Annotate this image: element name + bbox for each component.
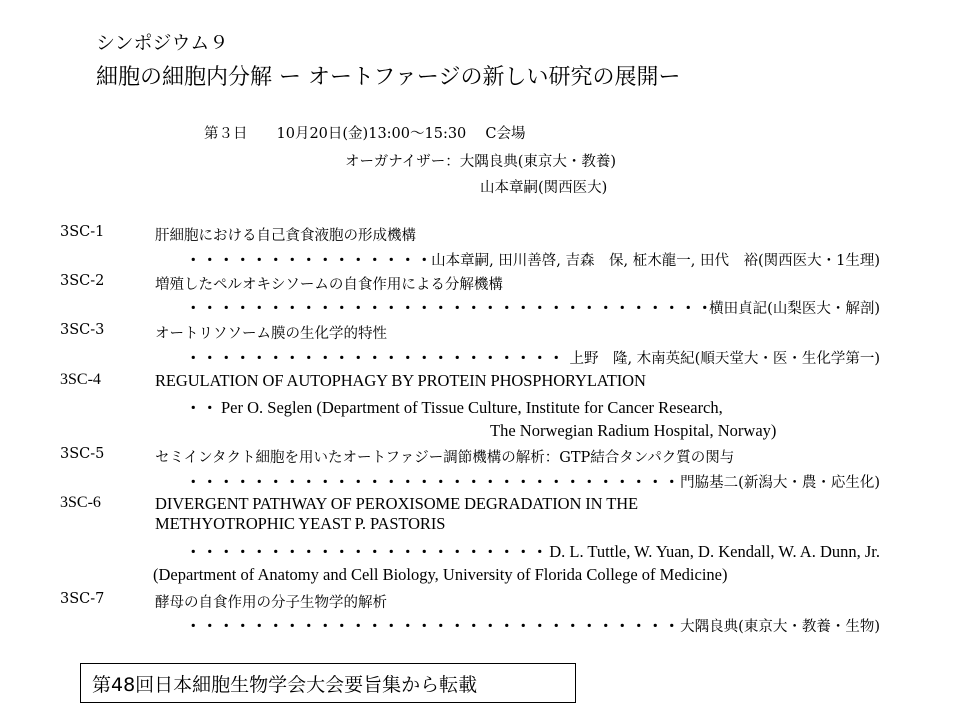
session-info: 第３日 10月20日(金)13:00～15:30 C会場: [204, 126, 526, 142]
presentation-authors-line: [186, 347, 880, 368]
presentation-authors-line: [186, 297, 880, 318]
organizer-line: 山本章嗣(関西医大): [480, 180, 608, 196]
symposium-label: シンポジウム９: [96, 32, 229, 54]
source-note: 第48回日本細胞生物学会大会要旨集から転載: [92, 673, 478, 696]
presentation-authors-line: [186, 541, 880, 562]
presentation-code: 3SC-2: [60, 273, 105, 289]
presentation-code: 3SC-1: [60, 224, 105, 240]
organizer-line: オーガナイザー：大隅良典(東京大・教養): [345, 154, 617, 170]
presentation-title: REGULATION OF AUTOPHAGY BY PROTEIN PHOSPHORYLATION: [155, 371, 646, 390]
presentation-authors: 横田貞記(山梨医大・解剖): [709, 301, 880, 317]
leader-dots: [186, 541, 547, 562]
presentation-title: 増殖したペルオキシソームの自食作用による分解機構: [155, 277, 503, 293]
affiliation-continuation: The Norwegian Radium Hospital, Norway): [490, 421, 777, 440]
presentation-title: セミインタクト細胞を用いたオートファジー調節機構の解析：GTP結合タンパク質の関与: [155, 450, 735, 466]
presentation-authors-line: [186, 249, 880, 270]
leader-dots: [186, 615, 678, 636]
presentation-authors: 山本章嗣, 田川善啓, 吉森 保, 柾木龍一, 田代 裕(関西医大・1生理): [431, 253, 880, 269]
presentation-authors: Per O. Seglen (Department of Tissue Culture, Institute for Cancer Research,: [221, 398, 723, 417]
presentation-title-continuation: METHYOTROPHIC YEAST P. PASTORIS: [155, 514, 446, 533]
presentation-code: 3SC-7: [60, 591, 105, 607]
presentation-code: 3SC-4: [60, 371, 101, 388]
presentation-title: DIVERGENT PATHWAY OF PEROXISOME DEGRADATION IN THE: [155, 494, 638, 513]
presentation-code: 3SC-5: [60, 446, 105, 462]
symposium-title: 細胞の細胞内分解 ー オートファージの新しい研究の展開ー: [96, 65, 681, 90]
presentation-title: 肝細胞における自己貪食液胞の形成機構: [155, 228, 416, 244]
presentation-authors: 門脇基二(新潟大・農・応生化): [680, 475, 880, 491]
presentation-authors: D. L. Tuttle, W. Yuan, D. Kendall, W. A. Dunn, Jr.: [549, 542, 880, 561]
leader-dots: [186, 471, 678, 492]
presentation-title: 酵母の自食作用の分子生物学的解析: [155, 595, 387, 611]
presentation-authors: 大隅良典(東京大・教養・生物): [680, 619, 880, 635]
leader-dots: [186, 297, 707, 318]
affiliation-continuation: (Department of Anatomy and Cell Biology, University of Florida College of Medicine): [153, 565, 728, 584]
leader-dots: [186, 347, 567, 368]
presentation-code: 3SC-6: [60, 494, 101, 511]
presentation-authors-line: [186, 615, 880, 636]
leader-dots: [186, 397, 219, 418]
presentation-title: オートリソソーム膜の生化学的特性: [155, 326, 387, 342]
leader-dots: [186, 249, 429, 270]
presentation-authors: 上野 隆, 木南英紀(順天堂大・医・生化学第一): [569, 351, 880, 367]
presentation-authors-line: [186, 471, 880, 492]
presentation-authors-line: [186, 397, 880, 418]
source-note-box: [80, 663, 576, 703]
presentation-code: 3SC-3: [60, 322, 105, 338]
